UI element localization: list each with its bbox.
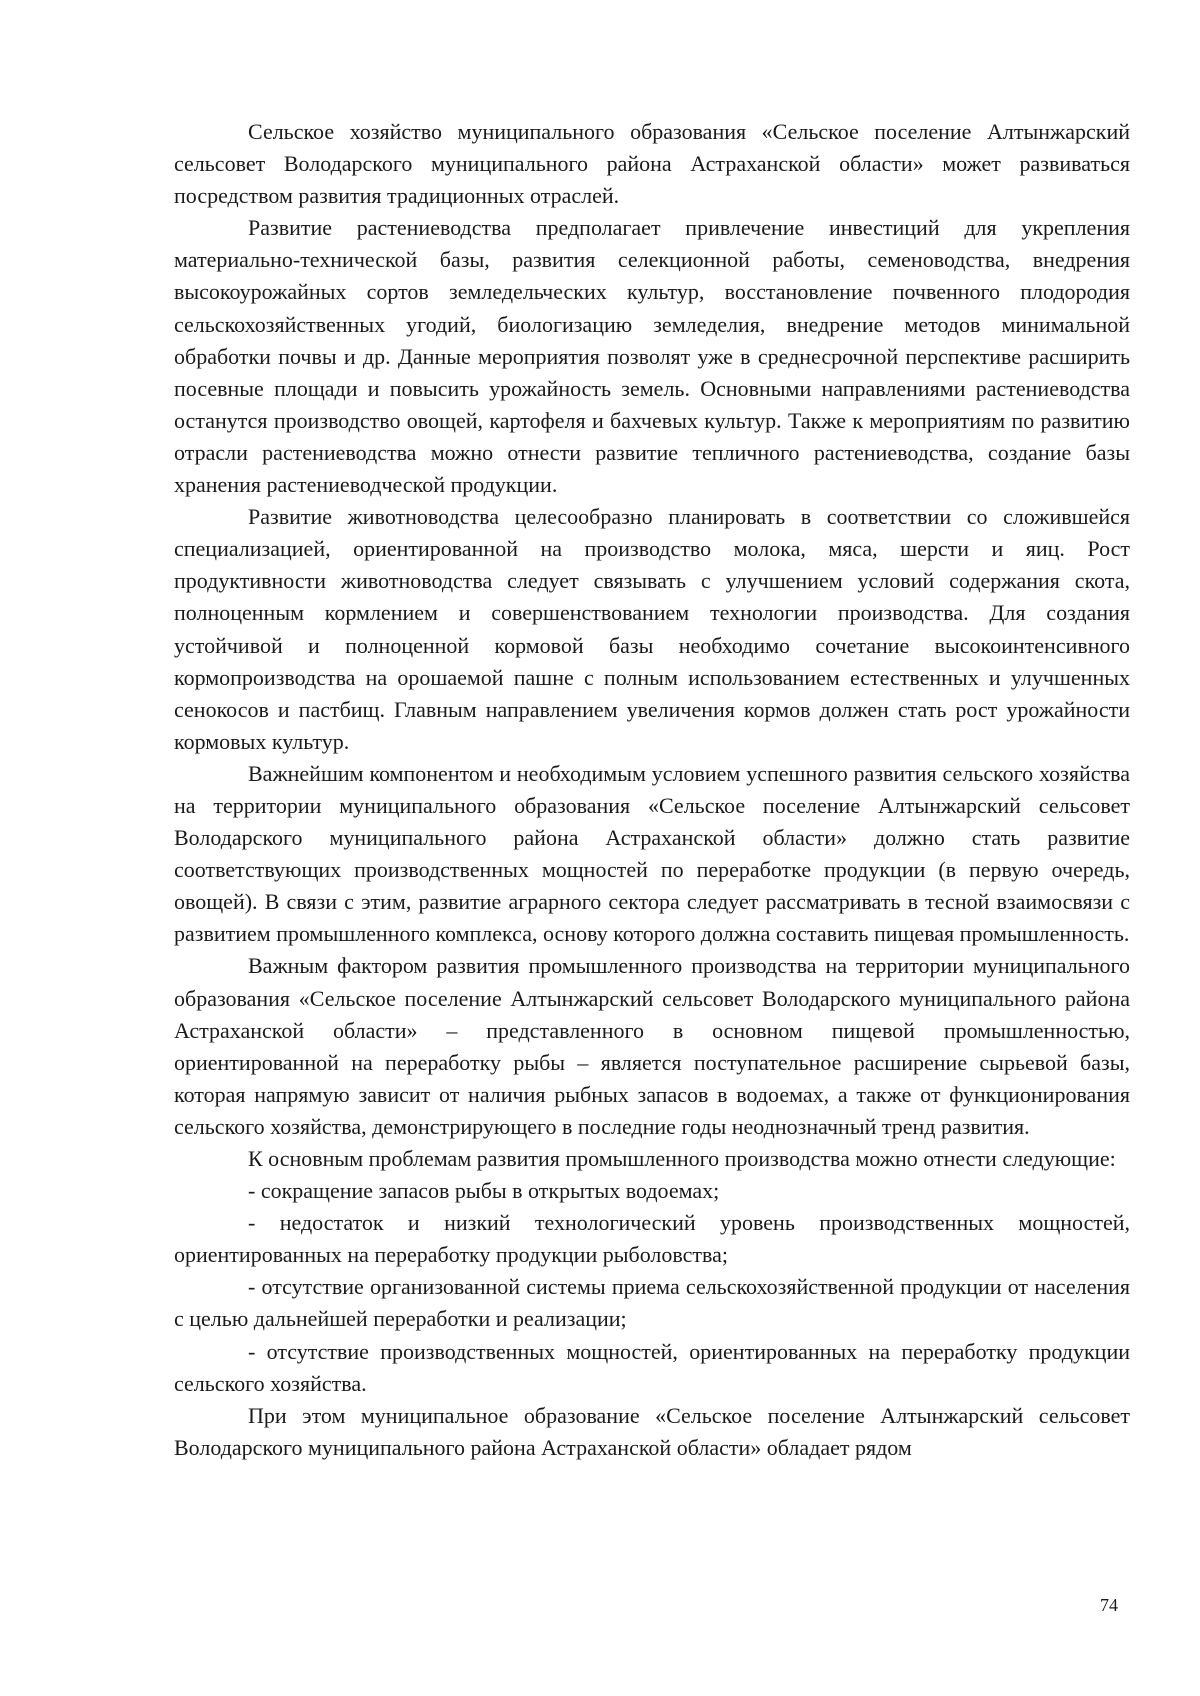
- paragraph-industrial-factor: Важным фактором развития промышленного производства на территории муниципального образования «Сельское поселение Алтынжарский сельсовет Володарского муниципального района Астраханской области» – представленного в основном пищевой промышленностью, ориентированной на переработку рыбы – является поступательное расширение сырьевой базы, которая напрямую зависит от наличия рыбных запасов в водоемах, а также от функционирования сельского хозяйства, демонстрирующего в последние годы неоднозначный тренд развития.: [174, 953, 1130, 1139]
- paragraph-advantages: При этом муниципальное образование «Сельское поселение Алтынжарский сельсовет Володарского муниципального района Астраханской области» обладает рядом: [174, 1402, 1130, 1460]
- paragraph-livestock: Развитие животноводства целесообразно планировать в соответствии со сложившейся специализацией, ориентированной на производство молока, мяса, шерсти и яиц. Рост продуктивности животноводства следует связывать с улучшением условий содержания скота, полноценным кормлением и совершенствованием технологии производства. Для создания устойчивой и полноценной кормовой базы необходимо сочетание высокоинтенсивного кормопроизводства на орошаемой пашне с полным использованием естественных и улучшенных сенокосов и пастбищ. Главным направлением увеличения кормов должен стать рост урожайности кормовых культур.: [174, 504, 1130, 754]
- paragraph-agriculture-intro: Сельское хозяйство муниципального образования «Сельское поселение Алтынжарский сельсовет Володарского муниципального района Астраханской области» может развиваться посредством развития традиционных отраслей.: [174, 119, 1130, 209]
- list-item-procurement-system: - отсутствие организованной системы приема сельскохозяйственной продукции от населения с целью дальнейшей переработки и реализации;: [174, 1274, 1130, 1332]
- list-item-fish-stocks: - сокращение запасов рыбы в открытых водоемах;: [248, 1178, 720, 1204]
- list-item-agri-processing: - отсутствие производственных мощностей, ориентированных на переработку продукции сельского хозяйства.: [174, 1338, 1130, 1396]
- list-item-fishery-capacity: - недостаток и низкий технологический уровень производственных мощностей, ориентированных на переработку продукции рыболовства;: [174, 1210, 1130, 1268]
- paragraph-crop-production: Развитие растениеводства предполагает привлечение инвестиций для укрепления материально-технической базы, развития селекционной работы, семеноводства, внедрения высокоурожайных сортов земледельческих культур, восстановление почвенного плодородия сельскохозяйственных угодий, биологизацию земледелия, внедрение методов минимальной обработки почвы и др. Данные мероприятия позволят уже в среднесрочной перспективе расширить посевные площади и повысить урожайность земель. Основными направлениями растениеводства останутся производство овощей, картофеля и бахчевых культур. Также к мероприятиям по развитию отрасли растениеводства можно отнести развитие тепличного растениеводства, создание базы хранения растениеводческой продукции.: [174, 215, 1130, 498]
- page-number: 74: [1100, 1595, 1118, 1615]
- paragraph-processing-capacity: Важнейшим компонентом и необходимым условием успешного развития сельского хозяйства на территории муниципального образования «Сельское поселение Алтынжарский сельсовет Володарского муниципального района Астраханской области» должно стать развитие соответствующих производственных мощностей по переработке продукции (в первую очередь, овощей). В связи с этим, развитие аграрного сектора следует рассматривать в тесной взаимосвязи с развитием промышленного комплекса, основу которого должна составить пищевая промышленность.: [174, 760, 1130, 947]
- paragraph-problems-intro: К основным проблемам развития промышленного производства можно отнести следующие:: [248, 1146, 1116, 1171]
- body-text: [174, 116, 1130, 1464]
